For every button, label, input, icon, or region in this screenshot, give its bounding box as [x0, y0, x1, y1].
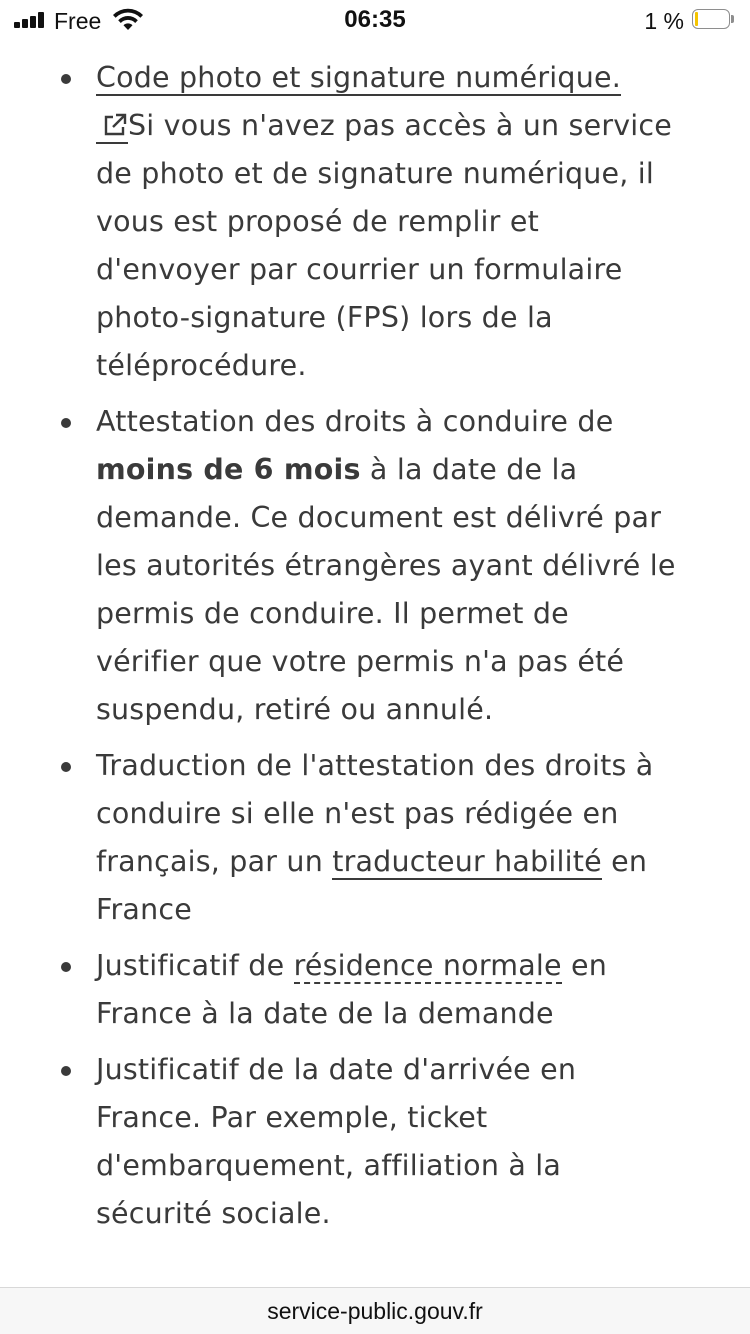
arrival-date-text: Justificatif de la date d'arrivée en France. Par exemple, ticket d'embarquement, affiliation à la sécurité sociale. — [96, 1053, 577, 1230]
photo-signature-description: Si vous n'avez pas accès à un service de photo et de signature numérique, il vous est proposé de remplir et d'envoyer par courrier un formulaire photo-signature (FPS) lors de la téléprocédure. — [96, 109, 673, 382]
battery-level — [695, 12, 698, 26]
status-clock: 06:35 — [344, 6, 406, 33]
list-item-translation — [0, 742, 750, 934]
residence-definition-link[interactable]: résidence normale — [293, 949, 562, 982]
residence-text-end: en France à la date de la demande — [96, 949, 607, 1030]
translator-link[interactable]: traducteur habilité — [332, 845, 602, 878]
url-text: service-public.gouv.fr — [267, 1298, 483, 1324]
list-item-residence — [0, 942, 750, 1038]
photo-signature-link-text: Code photo et signature numérique. — [96, 61, 621, 94]
status-bar — [0, 0, 750, 40]
battery-icon — [692, 9, 736, 31]
list-item-driving-rights — [0, 398, 750, 734]
translation-text-end: en France — [96, 845, 648, 926]
translation-text-start: Traduction de l'attestation des droits à conduire si elle n'est pas rédigée en français, par un — [96, 749, 654, 878]
list-item-photo-signature — [0, 54, 750, 390]
carrier-name: Free — [54, 8, 102, 34]
driving-rights-bold: moins de 6 mois — [96, 453, 361, 486]
list-item-arrival-date — [0, 1046, 750, 1238]
driving-rights-text-end: à la date de la demande. Ce document est délivré par les autorités étrangères ayant délivré le permis de conduire. Il permet de vérifier que votre permis n'a pas été suspendu, retiré ou annulé. — [96, 453, 676, 726]
browser-url-bar[interactable] — [0, 1287, 750, 1334]
residence-text-start: Justificatif de — [96, 949, 294, 982]
driving-rights-text-start: Attestation des droits à conduire de — [96, 405, 614, 438]
main-content — [0, 54, 750, 1246]
external-link-icon — [102, 112, 128, 138]
battery-percent: 1 % — [644, 8, 684, 34]
required-documents-list — [0, 54, 750, 1238]
